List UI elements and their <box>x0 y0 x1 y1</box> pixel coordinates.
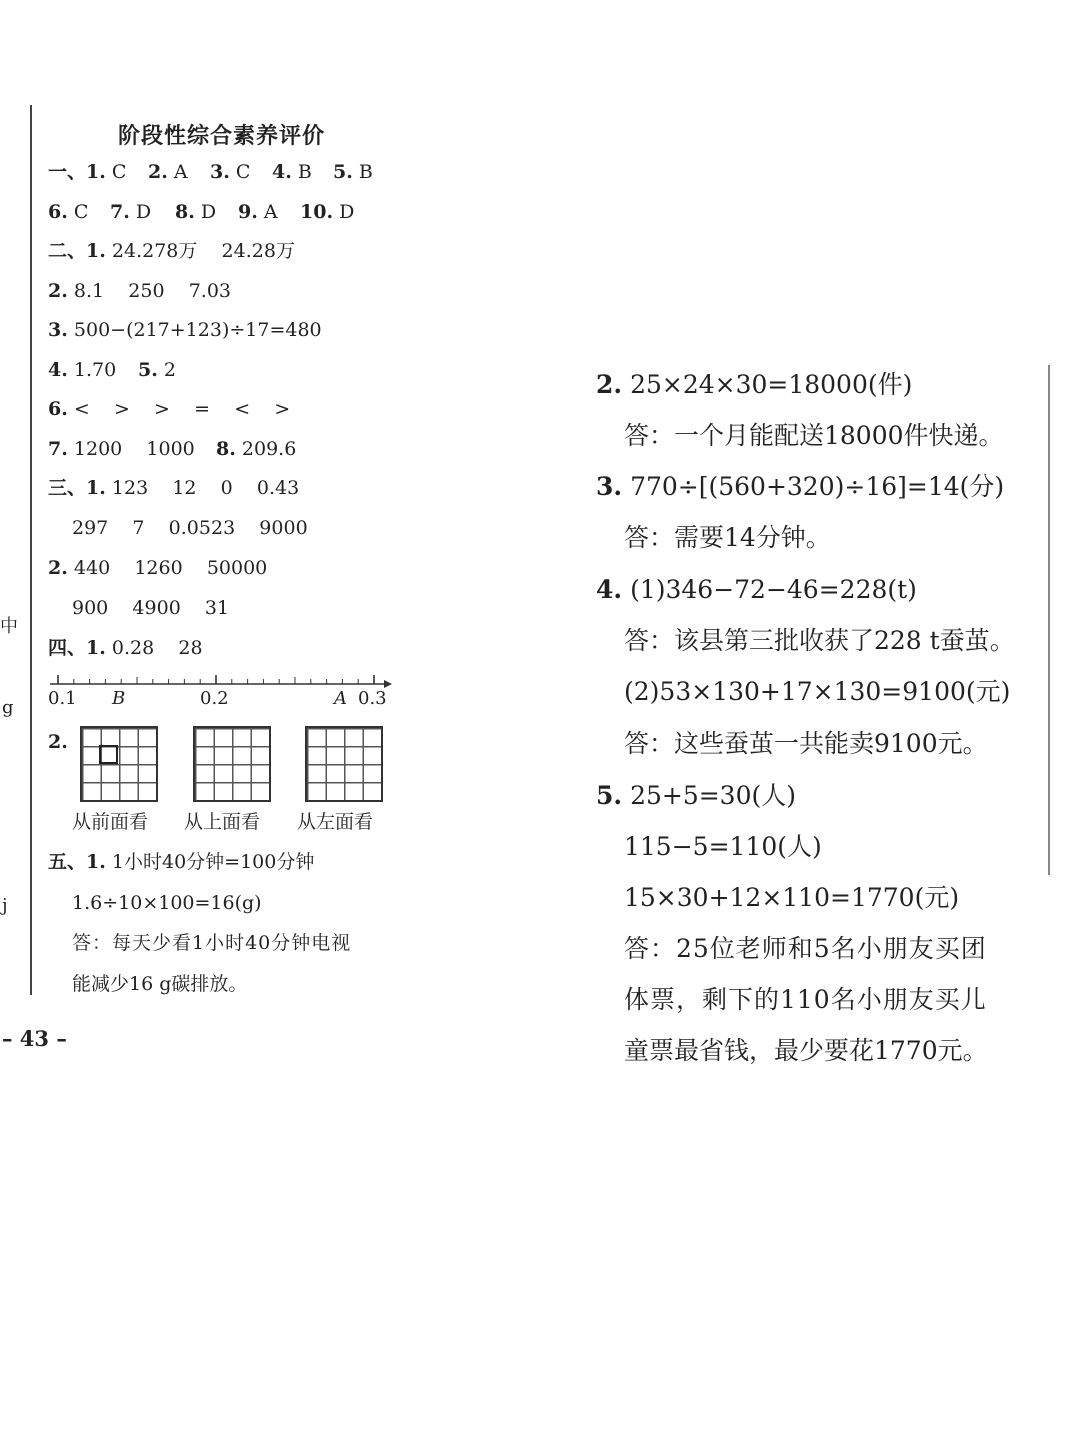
answer: 1小时40分钟=100分钟 <box>111 851 315 873</box>
r-q4-calc2: (2)53×130+17×130=9100(元) <box>624 677 1011 706</box>
q-num: 8. <box>175 201 195 223</box>
sec2-q6 <box>48 399 290 419</box>
answer: C <box>111 161 127 183</box>
answer-item <box>272 162 312 182</box>
tick-label: 0.3 <box>358 688 387 709</box>
q-num: 4. <box>48 359 68 381</box>
sec5-q1-line4: 能减少16 g碳排放。 <box>72 973 248 995</box>
r-q5-answer1: 答：25位老师和5名小朋友买团 <box>624 934 987 963</box>
q-num: 1. <box>86 161 106 183</box>
sec5-q1-line3: 答：每天少看1小时40分钟电视 <box>72 932 352 954</box>
answer: 2 <box>163 359 176 381</box>
q-num: 3. <box>210 161 230 183</box>
number-line-ticks <box>58 675 374 684</box>
calc: 770÷[(560+320)÷16]=14(分) <box>630 472 1005 501</box>
page-number: – 43 – <box>2 1026 67 1051</box>
r-q5-answer2: 体票，剩下的110名小朋友买儿 <box>624 985 987 1014</box>
number-line-arrow <box>384 680 392 688</box>
answer: 1.70 <box>73 359 117 381</box>
answer-item <box>300 202 354 222</box>
q-num: 6. <box>48 201 68 223</box>
front-view-highlight <box>99 745 118 764</box>
r-q3-answer: 答：需要14分钟。 <box>624 523 831 552</box>
answer-item <box>333 162 373 182</box>
answer: A <box>173 161 188 183</box>
q-num: 4. <box>596 575 623 604</box>
q-num: 1. <box>86 637 106 659</box>
q-num: 2. <box>48 557 68 579</box>
margin-fragment: 中 <box>0 616 18 637</box>
left-view-grid <box>305 726 383 802</box>
page-title: 阶段性综合素养评价 <box>118 123 326 149</box>
front-view-grid <box>80 726 158 802</box>
q-num: 4. <box>272 161 292 183</box>
answer: C <box>73 201 89 223</box>
answer: 500−(217+123)÷17=480 <box>73 319 322 341</box>
answer: B <box>358 161 373 183</box>
q-num: 10. <box>300 201 334 223</box>
answer-item <box>48 202 88 222</box>
sec4-q2-number: 2. <box>48 731 68 753</box>
answer-item <box>210 162 250 182</box>
answer: A <box>263 201 278 223</box>
answer: 1200 1000 <box>73 438 195 460</box>
top-view-grid <box>193 726 271 802</box>
sec3-q2 <box>48 558 267 578</box>
sec4-q1 <box>48 638 203 658</box>
q-num: 3. <box>596 472 623 501</box>
q-num: 8. <box>216 438 236 460</box>
answer: 0.28 28 <box>111 637 203 659</box>
r-q2-calc <box>596 371 912 399</box>
r-q5-answer3: 童票最省钱，最少要花1770元。 <box>624 1036 988 1065</box>
q-num: 5. <box>596 781 623 810</box>
calc: 25+5=30(人) <box>630 781 796 810</box>
q-num: 9. <box>238 201 258 223</box>
q-num: 2. <box>48 280 68 302</box>
sec2-q5 <box>138 360 176 380</box>
answer: 8.1 250 7.03 <box>73 280 231 302</box>
sec2-q4 <box>48 360 116 380</box>
column-divider-right <box>1048 365 1050 875</box>
section-marker: 三、 <box>48 477 87 499</box>
answer: D <box>339 201 355 223</box>
view-label: 从上面看 <box>184 811 261 833</box>
margin-fragment: j <box>2 895 8 916</box>
sec2-q1 <box>48 241 295 261</box>
answer-item <box>110 202 151 222</box>
q-num: 5. <box>138 359 158 381</box>
sec2-q2 <box>48 281 231 301</box>
view-label: 从前面看 <box>72 811 149 833</box>
r-q4-answer1: 答：该县第三批收获了228 t蚕茧。 <box>624 626 1015 655</box>
q-num: 2. <box>596 370 623 399</box>
q-num: 1. <box>86 477 106 499</box>
r-q5-calc1 <box>596 782 796 810</box>
sec2-q3 <box>48 320 322 340</box>
answer: D <box>135 201 152 223</box>
section-marker: 一、 <box>48 161 87 183</box>
tick-label: 0.2 <box>200 688 229 709</box>
r-q2-answer: 答：一个月能配送18000件快递。 <box>624 421 1004 450</box>
answer-item <box>175 202 216 222</box>
q-num: 7. <box>48 438 68 460</box>
q-num: 3. <box>48 319 68 341</box>
point-b-label: B <box>112 688 126 709</box>
section-marker: 五、 <box>48 851 87 873</box>
r-q3-calc <box>596 473 1004 501</box>
margin-fragment: g <box>2 697 14 718</box>
view-label: 从左面看 <box>297 811 374 833</box>
answer: 209.6 <box>241 438 297 460</box>
r-q5-calc2: 115−5=110(人) <box>624 832 822 861</box>
sec3-q2-line2: 900 4900 31 <box>72 597 230 619</box>
q-num: 1. <box>86 240 106 262</box>
point-a-label: A <box>334 688 347 709</box>
q-num: 6. <box>48 398 68 420</box>
answer: C <box>235 161 251 183</box>
r-q4-calc1 <box>596 576 917 604</box>
r-q4-answer2: 答：这些蚕茧一共能卖9100元。 <box>624 729 988 758</box>
section-marker: 四、 <box>48 637 87 659</box>
answer: D <box>200 201 217 223</box>
column-divider <box>30 105 32 995</box>
sec3-q1 <box>48 478 299 498</box>
answer: 123 12 0 0.43 <box>111 477 300 499</box>
sec2-q7 <box>48 439 195 459</box>
tick-label: 0.1 <box>48 688 77 709</box>
calc: (1)346−72−46=228(t) <box>630 575 917 604</box>
q-num: 2. <box>148 161 168 183</box>
answer-item <box>148 162 188 182</box>
answer-item <box>238 202 278 222</box>
sec3-q1-line2: 297 7 0.0523 9000 <box>72 517 308 539</box>
answer: 440 1260 50000 <box>73 557 268 579</box>
sec5-q1 <box>48 852 314 872</box>
sec1-row1 <box>48 162 126 182</box>
section-marker: 二、 <box>48 240 87 262</box>
sec2-q8 <box>216 439 296 459</box>
r-q5-calc3: 15×30+12×110=1770(元) <box>624 883 960 912</box>
calc: 25×24×30=18000(件) <box>630 370 913 399</box>
sec5-q1-line2: 1.6÷10×100=16(g) <box>72 892 262 914</box>
q-num: 5. <box>333 161 353 183</box>
q-num: 7. <box>110 201 130 223</box>
answer: 24.278万 24.28万 <box>111 240 295 262</box>
answer: < > > = < > <box>73 398 291 420</box>
answer: B <box>297 161 312 183</box>
q-num: 1. <box>86 851 106 873</box>
